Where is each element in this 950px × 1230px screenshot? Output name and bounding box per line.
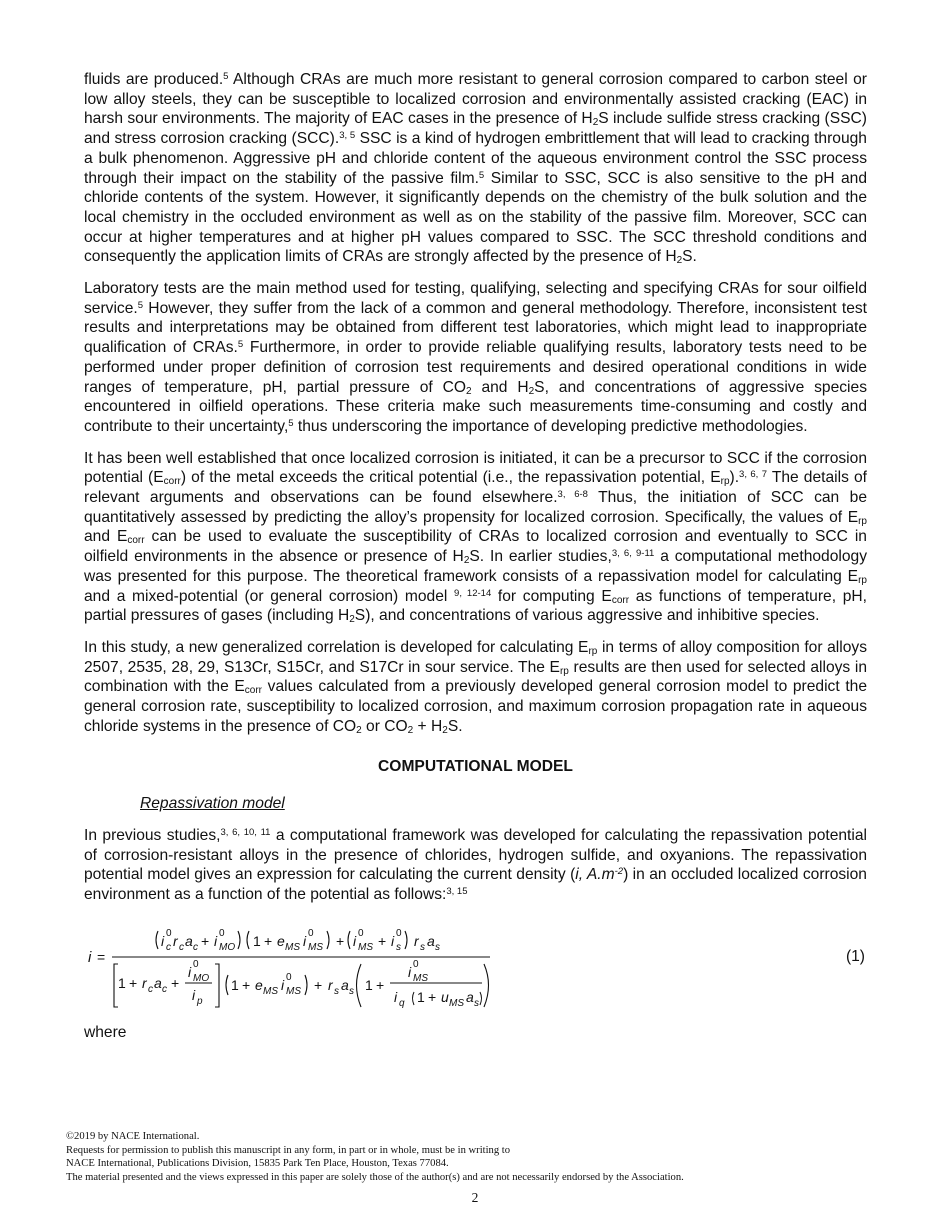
citation: 3, 6, 10, 11 xyxy=(220,826,271,838)
svg-text:i: i xyxy=(192,986,196,1003)
text-run: ). xyxy=(729,469,740,487)
svg-text:i: i xyxy=(353,932,357,949)
svg-text:0: 0 xyxy=(358,927,364,939)
paragraph-laboratory-tests xyxy=(84,279,867,437)
svg-text:MS: MS xyxy=(285,941,300,953)
svg-text:1: 1 xyxy=(118,974,126,991)
text-run: or CO xyxy=(361,717,408,735)
subscript: 2 xyxy=(463,555,470,567)
equation-denominator xyxy=(114,959,489,1009)
svg-text:MS: MS xyxy=(286,985,301,997)
svg-text:i: i xyxy=(214,932,218,949)
svg-text:i: i xyxy=(161,932,165,949)
text-run: The details of relevant arguments and observations can be found elsewhere. xyxy=(84,469,867,507)
citation: 5 xyxy=(237,339,244,351)
svg-text:+: + xyxy=(242,976,251,993)
footer-copyright: ©2019 by NACE International. xyxy=(66,1131,200,1142)
svg-text:1: 1 xyxy=(253,932,261,949)
equation-number: (1) xyxy=(845,947,865,965)
text-run: S. xyxy=(447,717,463,735)
text-run: In this study, a new generalized correlation is developed for calculating E xyxy=(84,638,589,656)
text-run: in terms of alloy composition for alloys 2507, 2535, 28, 29, S13Cr, S15Cr, and S17Cr in sour service. The E xyxy=(84,638,867,676)
svg-text:a: a xyxy=(185,932,193,949)
text-run: It has been well established that once localized corrosion is initiated, it can be a precursor to SCC if the corrosion potential (E xyxy=(84,449,867,487)
paragraph-repassivation-background xyxy=(84,449,867,626)
equation-numerator xyxy=(156,928,440,953)
text-run: S. xyxy=(682,248,697,266)
text-run: S include sulfide stress cracking (SSC) and stress corrosion cracking (SCC). xyxy=(84,110,867,148)
citation: 3, 6, 7 xyxy=(739,469,767,481)
subscript: 2 xyxy=(407,724,414,736)
units: i, $A.m^{-2}$ xyxy=(575,866,624,884)
svg-text:r: r xyxy=(414,932,419,949)
svg-text:0: 0 xyxy=(413,958,419,970)
citation: 3, 15 xyxy=(446,886,468,898)
subscript: corr xyxy=(244,685,263,697)
equation-1 xyxy=(84,917,867,1009)
paragraph-study-scope xyxy=(84,638,867,737)
svg-text:c: c xyxy=(193,941,198,953)
text-run: ) of the metal exceeds the critical potential (i.e., the repassivation potential, E xyxy=(180,469,721,487)
text-run: a computational framework was developed for calculating the repassivation potential of corrosion-resistant alloys in the presence of chlorides, hydrogen sulfide, and oxyanions. The repassivation potential model gives an expression for calculating the current density ( xyxy=(84,826,867,884)
footer-address: NACE International, Publications Division, 15835 Park Ten Place, Houston, Texas 77084. xyxy=(66,1158,449,1170)
subscript: 2 xyxy=(442,724,448,736)
svg-text:c: c xyxy=(166,941,171,953)
svg-text:1: 1 xyxy=(231,976,239,993)
svg-text:s: s xyxy=(435,941,440,953)
text-run: However, they suffer from the lack of a common and general methodology. Therefore, inconsistent test results and interpretations may be obtained from different test laboratories, which might lead to inappropriate qualification of CRAs. xyxy=(84,299,867,357)
text-run: Laboratory tests are the main method used for testing, qualifying, selecting and specifying CRAs for sour oilfield service. xyxy=(84,280,867,317)
svg-text:c: c xyxy=(162,983,167,995)
svg-text:i: i xyxy=(188,963,192,980)
svg-text:r: r xyxy=(173,932,178,949)
paragraph-model-intro xyxy=(84,826,867,905)
svg-text:+: + xyxy=(376,976,385,993)
equation-equals: = xyxy=(97,948,106,965)
text-run: Although CRAs are much more resistant to general corrosion compared to carbon steel or low alloy steels, they can be susceptible to localized corrosion and environmentally assisted cracking (EAC) in harsh sour environments. The majority of EAC cases in the presence of H xyxy=(84,71,867,128)
svg-text:1: 1 xyxy=(365,976,373,993)
svg-text:a: a xyxy=(341,976,349,993)
svg-text:q: q xyxy=(399,997,405,1009)
citation: 5 xyxy=(223,71,229,82)
subscript: corr xyxy=(127,535,145,547)
citation: 3, 6-8 xyxy=(557,489,588,501)
text-run: S), and concentrations of various aggressive and inhibitive species. xyxy=(354,607,820,625)
svg-text:0: 0 xyxy=(308,927,314,939)
svg-text:0: 0 xyxy=(193,958,199,970)
svg-text:MS: MS xyxy=(449,997,464,1009)
text-run: for computing E xyxy=(491,587,612,605)
subscript: 2 xyxy=(592,117,599,129)
section-heading: COMPUTATIONAL MODEL xyxy=(378,757,573,775)
citation: 3, 6, 9-11 xyxy=(611,548,655,560)
subscript: rp xyxy=(858,515,867,527)
svg-text:MS: MS xyxy=(358,941,373,953)
equation-lhs: i xyxy=(88,948,92,966)
svg-text:s: s xyxy=(396,941,401,953)
text-run: + H xyxy=(413,717,443,735)
svg-text:0: 0 xyxy=(396,927,402,939)
subscript: 2 xyxy=(528,385,535,397)
svg-text:c: c xyxy=(148,983,153,995)
svg-text:1: 1 xyxy=(417,988,425,1005)
svg-text:i: i xyxy=(391,932,395,949)
footer xyxy=(66,1130,886,1184)
subscript: corr xyxy=(163,476,181,488)
svg-text:a: a xyxy=(466,988,474,1005)
svg-text:a: a xyxy=(427,932,435,949)
citation: 5 xyxy=(478,169,485,181)
svg-text:MO: MO xyxy=(193,972,210,984)
subscript: 2 xyxy=(676,255,683,267)
svg-text:MS: MS xyxy=(308,941,323,953)
svg-text:r: r xyxy=(142,974,147,991)
svg-text:u: u xyxy=(441,988,449,1005)
text-run: Thus, the initiation of SCC can be quantitatively assessed by predicting the alloy’s propensity for localized corrosion. Specifically, the values of E xyxy=(84,489,867,526)
text-run: and E xyxy=(84,528,128,546)
svg-text:i: i xyxy=(281,976,285,993)
text-run: In previous studies, xyxy=(84,826,221,844)
subscript: rp xyxy=(858,574,867,586)
svg-text:0: 0 xyxy=(166,927,172,939)
svg-text:i: i xyxy=(408,963,412,980)
text-run: ) in an occluded localized corrosion environment as a function of the potential as follows: xyxy=(84,866,867,904)
text-run: Similar to SSC, SCC is also sensitive to the pH and chloride contents of the system. However, it significantly depends on the chemistry of the bulk solution and the local chemistry in the occluded environment as well as on the stability of the passive film. Moreover, SCC can occur at higher temperatures and at higher pH values compared to SSC. The SCC threshold conditions and consequently the application limits of CRAs are strongly affected by the presence of H xyxy=(84,169,867,266)
current-density-equation xyxy=(84,917,504,1013)
svg-text:+: + xyxy=(336,932,345,949)
text-run: S. In earlier studies, xyxy=(469,548,612,566)
subscript: rp xyxy=(720,476,730,488)
svg-text:e: e xyxy=(277,932,285,949)
svg-text:e: e xyxy=(255,976,263,993)
svg-text:+: + xyxy=(129,974,138,991)
text-run: results are then used for selected alloys in combination with the E xyxy=(84,658,867,696)
text-run: can be used to evaluate the susceptibility of CRAs to localized corrosion and eventually to SCC in oilfield environments in the absence or presence of H xyxy=(84,528,867,566)
subsection-heading: Repassivation model xyxy=(140,795,285,813)
page-content xyxy=(84,70,867,1042)
subscript: 2 xyxy=(356,724,362,736)
svg-text:MS: MS xyxy=(413,972,428,984)
citation: 3, 5 xyxy=(339,130,356,142)
text-run: values calculated from a previously developed general corrosion model to predict the general corrosion rate, susceptibility to localized corrosion, and maximum corrosion propagation rate in aqueous chloride systems in the presence of CO xyxy=(84,678,867,735)
text-run: thus underscoring the importance of developing predictive methodologies. xyxy=(293,417,808,435)
subscript: 2 xyxy=(349,614,355,626)
svg-text:MO: MO xyxy=(219,941,236,953)
page-number: 2 xyxy=(471,1190,479,1205)
svg-text:s: s xyxy=(349,985,354,997)
subscript: 2 xyxy=(466,385,472,397)
svg-text:MS: MS xyxy=(263,985,278,997)
text-run: fluids are produced. xyxy=(84,71,224,88)
subscript: rp xyxy=(588,645,598,657)
svg-text:a: a xyxy=(154,974,162,991)
paragraph-sour-environments xyxy=(84,70,867,267)
citation: 5 xyxy=(137,299,144,311)
citation: 5 xyxy=(288,417,294,429)
text-run: and a mixed-potential (or general corrosion) model xyxy=(84,587,455,605)
svg-text:s: s xyxy=(334,985,339,997)
subscript: corr xyxy=(611,594,630,606)
svg-text:+: + xyxy=(378,932,387,949)
where-label: where xyxy=(84,1023,127,1041)
footer-disclaimer: The material presented and the views expressed in this paper are solely those of the author(s) and are not necessarily endorsed by the Association. xyxy=(66,1171,684,1183)
svg-text:s: s xyxy=(420,941,425,953)
svg-text:r: r xyxy=(328,976,333,993)
svg-text:c: c xyxy=(179,941,184,953)
svg-text:p: p xyxy=(197,995,203,1007)
text-run: as functions of temperature, pH, partial pressures of gases (including H xyxy=(84,587,867,625)
svg-text:s: s xyxy=(474,997,479,1009)
svg-text:+: + xyxy=(264,932,273,949)
citation: 9, 12-14 xyxy=(454,587,492,599)
text-run: Furthermore, in order to provide reliable qualifying results, laboratory tests need to be performed under proper definition of corrosion test requirements and desired operational conditions in wide ranges of temperature, pH, partial pressure of CO xyxy=(84,339,868,396)
svg-text:i: i xyxy=(303,932,307,949)
text-run: SSC is a kind of hydrogen embrittlement that will lead to cracking through a bulk phenomenon. Aggressive pH and chloride content of the aqueous environment control the SSC process through their impact on the stability of the passive film. xyxy=(84,130,867,187)
units-exponent: -2 xyxy=(614,866,624,878)
svg-text:0: 0 xyxy=(219,927,225,939)
svg-text:+: + xyxy=(428,988,437,1005)
svg-text:0: 0 xyxy=(286,971,292,983)
subscript: rp xyxy=(559,665,569,677)
text-run: S, and concentrations of aggressive species encountered in oilfield operations. These criteria make such measurements time-consuming and costly and contribute to their uncertainty, xyxy=(84,378,867,435)
footer-permission: Requests for permission to publish this manuscript in any form, in part or in whole, must be in writing to xyxy=(66,1144,511,1156)
svg-text:+: + xyxy=(314,976,323,993)
svg-text:+: + xyxy=(201,932,210,949)
svg-text:i: i xyxy=(394,988,398,1005)
text-run: a computational methodology was presented for this purpose. The theoretical framework consists of a repassivation model for calculating E xyxy=(84,548,867,585)
text-run: and H xyxy=(471,378,529,396)
svg-text:+: + xyxy=(171,974,180,991)
